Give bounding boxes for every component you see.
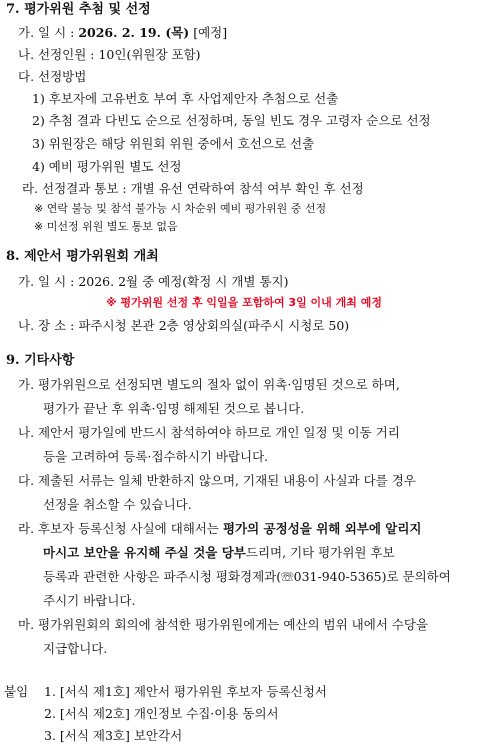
s9-item-ra-cont: 등록과 관련한 사항은 파주시청 평화경제과(☏031-940-5365)로 문의하여 [43, 569, 451, 584]
s9-ra-bold: 마시고 보안을 유지해 주실 것을 당부 [43, 545, 246, 560]
s8-date-line [18, 274, 289, 290]
s9-item-na: 나. 제안서 평가일에 반드시 참석하여야 하므로 개인 일정 및 이동 거리 [18, 425, 400, 440]
attachment-label: 붙임 [4, 684, 29, 699]
s7-method-item: 1) 후보자에 고유번호 부여 후 사업제안자 추첨으로 선출 [32, 91, 339, 106]
section-8-title: 8. 제안서 평가위원회 개최 [6, 249, 159, 264]
s8-red-note: ※ 평가위원 선정 후 익일을 포함하여 3일 이내 개최 예정 [106, 296, 382, 309]
s8-date-label: 가. 일 시 : [18, 274, 75, 289]
s7-method-item: 2) 추첨 결과 다빈도 순으로 선정하며, 동일 빈도 경우 고령자 순으로 선정 [32, 113, 431, 128]
s9-item-ra-cont: 주시기 바랍니다. [43, 593, 136, 608]
s9-item-da: 다. 제출된 서류는 일체 반환하지 않으며, 기재된 내용이 사실과 다를 경우 [18, 473, 416, 488]
s9-ra-bold: 평가의 공정성을 위해 외부에 알리지 [222, 521, 422, 536]
s7-notification: 라. 선정결과 통보 : 개별 유선 연락하여 참석 여부 확인 후 선정 [22, 181, 364, 196]
s7-date-value: 2026. 2. 19. (목) [78, 25, 190, 40]
s9-item-ga-cont: 평가가 끝난 후 위촉·임명 해제된 것으로 봅니다. [43, 401, 305, 416]
s7-date-line [18, 25, 227, 41]
s7-method-item: 4) 예비 평가위원 별도 선정 [32, 159, 182, 174]
s7-date-suffix: [예정] [193, 25, 228, 40]
s9-ra-text: 드리며, 기타 평가위원 후보 [245, 545, 395, 560]
section-9-title: 9. 기타사항 [6, 353, 75, 368]
s7-note: ※ 미선정 위원 별도 통보 없음 [34, 220, 178, 233]
s7-date-label: 가. 일 시 : [18, 25, 75, 40]
s9-item-ga: 가. 평가위원으로 선정되면 별도의 절차 없이 위촉·임명된 것으로 하며, [18, 377, 400, 392]
s9-ra-text: 라. 후보자 등록신청 사실에 대해서는 [18, 521, 223, 536]
s9-item-na-cont: 등을 고려하여 등록·접수하시기 바랍니다. [43, 449, 269, 464]
s8-date-value: 2026. 2월 중 예정(확정 시 개별 통지) [78, 274, 289, 289]
s7-method-item: 3) 위원장은 해당 위원회 위원 중에서 호선으로 선출 [32, 136, 315, 151]
attachment-item: 1. [서식 제1호] 제안서 평가위원 후보자 등록신청서 [44, 684, 327, 699]
attachment-item: 3. [서식 제3호] 보안각서 [44, 728, 183, 743]
s7-note: ※ 연락 불능 및 참석 불가능 시 차순위 예비 평가위원 중 선정 [34, 202, 327, 215]
s9-item-ra-cont [43, 545, 395, 561]
s7-method-heading: 다. 선정방법 [18, 69, 87, 84]
s9-item-ma: 마. 평가위원회의 회의에 참석한 평가위원에게는 예산의 범위 내에서 수당을 [18, 617, 429, 632]
s8-place-line [18, 318, 349, 334]
s8-place-label: 나. 장 소 : [18, 318, 75, 333]
section-7-title: 7. 평가위원 추첨 및 선정 [6, 2, 151, 17]
s9-item-da-cont: 선정을 취소할 수 있습니다. [43, 497, 192, 512]
attachment-item: 2. [서식 제2호] 개인정보 수집·이용 동의서 [44, 706, 279, 721]
s9-item-ma-cont: 지급합니다. [43, 641, 108, 656]
s8-place-value: 파주시청 본관 2층 영상회의실(파주시 시청로 50) [78, 318, 350, 333]
s9-item-ra [18, 521, 422, 537]
s7-count: 나. 선정인원 : 10인(위원장 포함) [18, 47, 201, 62]
